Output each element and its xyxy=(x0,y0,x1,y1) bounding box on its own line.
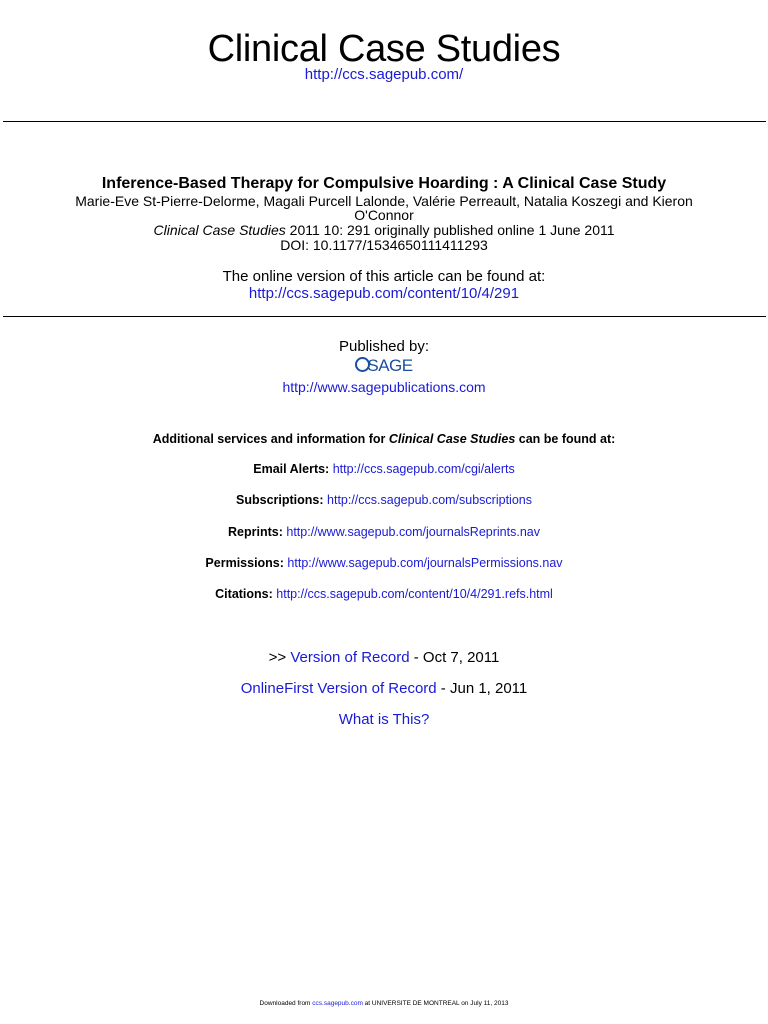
sage-logo[interactable] xyxy=(0,356,768,376)
authors-line-1: Marie-Eve St-Pierre-Delorme, Magali Purcell Lalonde, Valérie Perreault, Natalia Koszegi and Kieron xyxy=(75,193,693,209)
reprints-label: Reprints: xyxy=(228,525,283,539)
subscriptions-link[interactable]: http://ccs.sagepub.com/subscriptions xyxy=(327,493,532,507)
journal-url-link[interactable]: http://ccs.sagepub.com/ xyxy=(304,66,464,83)
citation-journal: Clinical Case Studies xyxy=(153,222,286,238)
permissions-label: Permissions: xyxy=(205,556,284,570)
footer-prefix: Downloaded from xyxy=(259,1000,313,1007)
version-of-record-date: - Oct 7, 2011 xyxy=(409,649,500,666)
citations-row xyxy=(0,586,768,602)
version-of-record-row xyxy=(0,649,768,667)
publisher-url-line xyxy=(0,379,768,396)
online-version-text: The online version of this article can be found at: xyxy=(222,268,546,285)
onlinefirst-version-date: - Jun 1, 2011 xyxy=(436,680,528,697)
online-version-link[interactable]: http://ccs.sagepub.com/content/10/4/291 xyxy=(248,285,520,302)
sage-logo-text: SAGE xyxy=(367,356,413,375)
online-version-url-line xyxy=(0,285,768,303)
citations-link[interactable]: http://ccs.sagepub.com/content/10/4/291.refs.html xyxy=(276,587,553,601)
services-intro-journal: Clinical Case Studies xyxy=(388,432,516,446)
journal-title: Clinical Case Studies xyxy=(207,28,561,70)
services-intro xyxy=(0,431,768,447)
onlinefirst-version-row xyxy=(0,680,768,698)
citation-details: 2011 10: 291 originally published online 1 June 2011 xyxy=(285,222,615,238)
authors-line-2: O'Connor xyxy=(354,207,414,223)
email-alerts-row xyxy=(0,461,768,477)
citations-label: Citations: xyxy=(215,587,273,601)
what-is-this-row xyxy=(0,711,768,729)
subscriptions-row xyxy=(0,492,768,508)
what-is-this-link[interactable]: What is This? xyxy=(338,711,430,728)
version-of-record-link[interactable]: Version of Record xyxy=(290,649,410,666)
version-of-record-prefix: >> xyxy=(268,649,291,666)
publisher-url-link[interactable]: http://www.sagepublications.com xyxy=(282,379,486,395)
footer-suffix: at UNIVERSITE DE MONTREAL on July 11, 2013 xyxy=(362,1000,509,1007)
footer-link[interactable]: ccs.sagepub.com xyxy=(312,1000,363,1007)
reprints-row xyxy=(0,524,768,540)
email-alerts-label: Email Alerts: xyxy=(253,462,330,476)
onlinefirst-version-link[interactable]: OnlineFirst Version of Record xyxy=(240,680,437,697)
download-footer xyxy=(0,1000,768,1008)
services-intro-prefix: Additional services and information for xyxy=(152,432,389,446)
doi-line: DOI: 10.1177/1534650111411293 xyxy=(280,237,488,253)
permissions-link[interactable]: http://www.sagepub.com/journalsPermissions.nav xyxy=(287,556,563,570)
email-alerts-link[interactable]: http://ccs.sagepub.com/cgi/alerts xyxy=(332,462,515,476)
published-by-label: Published by: xyxy=(338,338,430,355)
permissions-row xyxy=(0,555,768,571)
middle-divider xyxy=(3,316,766,317)
services-intro-suffix: can be found at: xyxy=(515,432,616,446)
reprints-link[interactable]: http://www.sagepub.com/journalsReprints.nav xyxy=(286,525,540,539)
article-title: Inference-Based Therapy for Compulsive Hoarding : A Clinical Case Study xyxy=(101,175,667,192)
journal-url-line xyxy=(0,66,768,84)
subscriptions-label: Subscriptions: xyxy=(236,493,324,507)
top-divider xyxy=(3,121,766,122)
